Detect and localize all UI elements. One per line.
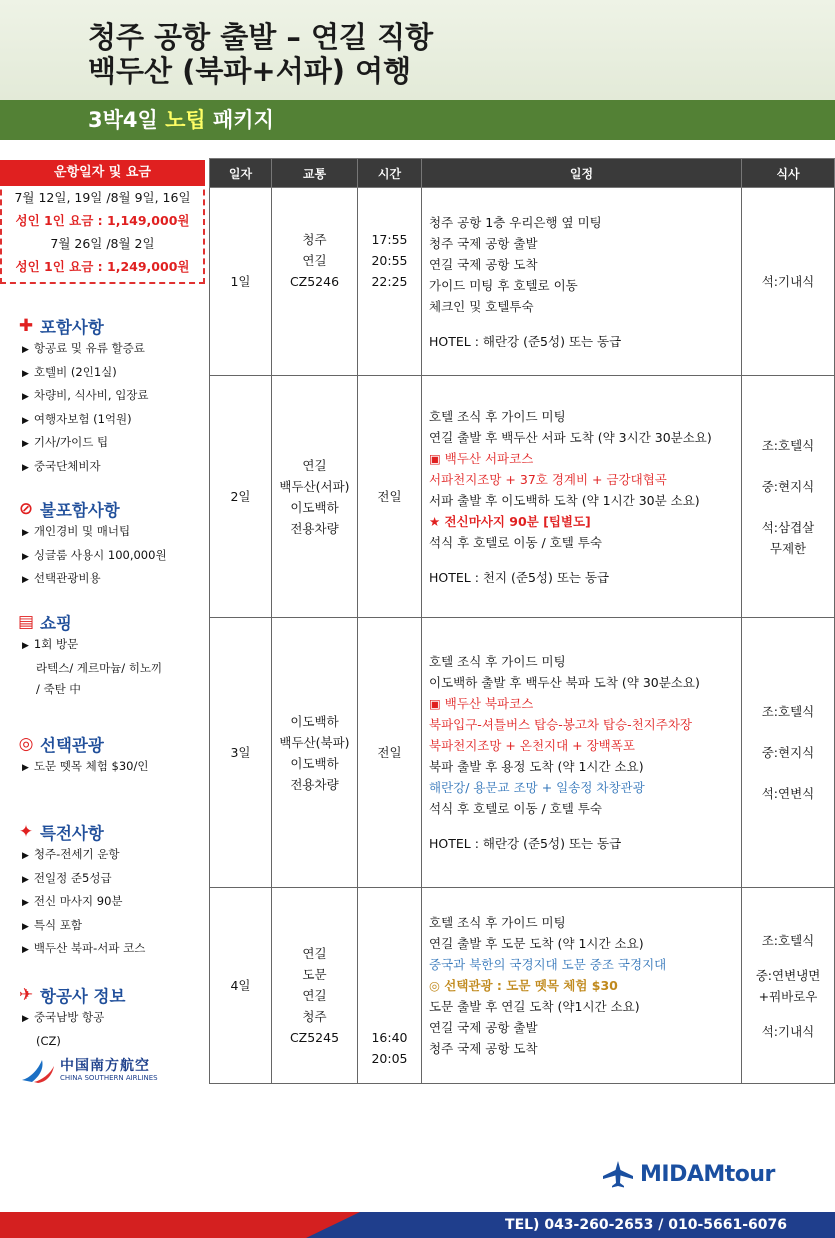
shop-icon: ▤ — [17, 612, 35, 632]
list-item: ▶ 기사/가이드 팁 — [22, 435, 109, 449]
airplane-icon — [602, 1160, 634, 1188]
day-cell: 4일 — [210, 888, 272, 1084]
airline-logo-cn: 中国南方航空 — [60, 1058, 150, 1074]
time-cell: 전일 — [358, 618, 422, 888]
title-line-2: 백두산 (북파+서파) 여행 — [88, 54, 412, 88]
transport-cell: 청주 연길 CZ5246 — [272, 188, 358, 376]
arrow-right-icon: ▶ — [22, 763, 29, 773]
list-item: ▶ 중국남방 항공 — [22, 1010, 105, 1024]
shopping-detail-1: 라텍스/ 게르마늄/ 히노끼 — [36, 660, 163, 675]
schedule-price-1: 성인 1인 요금 : 1,149,000원 — [15, 213, 190, 228]
arrow-right-icon: ▶ — [22, 439, 29, 449]
plan-cell: 호텔 조식 후 가이드 미팅 연길 출발 후 백두산 서파 도착 (약 3시간 30분소요) ▣ 백두산 서파코스 서파천지조망 + 37호 경계비 + 금강대협곡 서파 출발 후 이도백하 도착 (약 1시간 30분 소요) ★ 전신마사지 90분 [팁별도] 석식 후 호텔로 이동 / 호텔 투숙 HOTEL : 천지 (준5성) 또는 동급 — [422, 376, 742, 618]
airplane-icon: ✈ — [18, 985, 34, 1005]
optional-title: 선택관광 — [40, 736, 104, 755]
view-line: 해란강/ 용문교 조망 + 일송정 차창관광 — [429, 780, 645, 795]
special-benefits-section — [16, 820, 145, 962]
column-header-transport: 교통 — [272, 159, 358, 188]
subtitle-highlight: 노팁 — [165, 108, 206, 132]
time-cell: 17:55 20:55 22:25 — [358, 188, 422, 376]
column-header-meals: 식사 — [742, 159, 835, 188]
arrow-right-icon: ▶ — [22, 874, 29, 885]
column-header-time: 시간 — [358, 159, 422, 188]
schedule-price-box — [0, 160, 205, 284]
china-southern-logo — [20, 1058, 158, 1084]
footer-red-stripe — [0, 1212, 360, 1238]
arrow-right-icon: ▶ — [22, 898, 29, 908]
prohibited-icon: ⊘ — [18, 499, 34, 519]
list-item: ▶ 항공료 및 유류 할증료 — [22, 341, 145, 355]
arrow-right-icon: ▶ — [22, 345, 29, 355]
table-row — [210, 376, 835, 618]
schedule-dates-1: 7월 12일, 19일 /8월 9일, 16일 — [14, 190, 191, 205]
meals-cell: 석:기내식 — [742, 188, 835, 376]
arrow-right-icon: ▶ — [22, 392, 29, 402]
list-item: ▶ 선택관광비용 — [22, 571, 101, 585]
list-item: ▶ 개인경비 및 매너팁 — [22, 524, 131, 538]
table-row — [210, 188, 835, 376]
contact-phone: TEL) 043-260-2653 / 010-5661-6076 — [505, 1217, 787, 1233]
shopping-detail-2: / 죽탄 中 — [36, 682, 81, 696]
hotel-info: HOTEL : 해란강 (준5성) 또는 동급 — [429, 333, 622, 349]
hotel-info: HOTEL : 해란강 (준5성) 또는 동급 — [429, 836, 622, 851]
plus-circle-icon: ✚ — [18, 316, 34, 336]
subtitle-prefix: 3박4일 — [88, 108, 166, 132]
airline-code: (CZ) — [36, 1033, 61, 1048]
time-cell: 전일 — [358, 376, 422, 618]
optional-tour-line: ◎ 선택관광 : 도문 뗏목 체험 $30 — [429, 978, 618, 993]
arrow-right-icon: ▶ — [22, 415, 29, 426]
plan-cell: 호텔 조식 후 가이드 미팅 연길 출발 후 도문 도착 (약 1시간 소요) 중국과 북한의 국경지대 도문 중조 국경지대 ◎ 선택관광 : 도문 뗏목 체험 $30 도문 출발 후 연길 도착 (약1시간 소요) 연길 국제 공항 출발 청주 국제 공항 도착 — [422, 888, 742, 1084]
arrow-right-icon: ▶ — [22, 551, 29, 562]
list-item: ▶ 전신 마사지 90분 — [22, 894, 123, 908]
plan-cell: 호텔 조식 후 가이드 미팅 이도백하 출발 후 백두산 북파 도착 (약 30분소요) ▣ 백두산 북파코스 북파입구-셔틀버스 탑승-봉고차 탑승-천지주차장 북파천지조망 + 온천지대 + 장백폭포 북파 출발 후 용정 도착 (약 1시간 소요) 해란강/ 용문교 조망 + 일송정 차창관광 석식 후 호텔로 이동 / 호텔 투숙 HOTEL : 해란강 (준5성) 또는 동급 — [422, 618, 742, 888]
meals-cell: 조:호텔식 중:현지식 석:연변식 — [742, 618, 835, 888]
massage-note: ★ 전신마사지 90분 [팁별도] — [429, 513, 591, 529]
included-title: 포함사항 — [40, 318, 104, 337]
list-item: ▶ 호텔비 (2인1실) — [22, 364, 117, 379]
meals-cell: 조:호텔식 중:연변냉면 +꿔바로우 석:기내식 — [742, 888, 835, 1084]
transport-cell: 연길 도문 연길 청주 CZ5245 — [272, 888, 358, 1084]
sights-line: 북파입구-셔틀버스 탑승-봉고차 탑승-천지주차장 — [429, 717, 692, 732]
shopping-title: 쇼핑 — [40, 614, 72, 633]
table-row — [210, 618, 835, 888]
arrow-right-icon: ▶ — [22, 641, 29, 651]
target-icon: ◎ — [18, 734, 34, 754]
list-item: ▶ 특식 포함 — [22, 917, 83, 932]
border-line: 중국과 북한의 국경지대 도문 중조 국경지대 — [429, 957, 667, 972]
airline-logo-en: CHINA SOUTHERN AIRLINES — [60, 1074, 158, 1082]
arrow-right-icon: ▶ — [22, 575, 29, 585]
hotel-info: HOTEL : 천지 (준5성) 또는 동급 — [429, 569, 610, 585]
schedule-dates-2: 7월 26일 /8월 2일 — [50, 236, 155, 251]
shopping-section — [16, 610, 162, 701]
schedule-price-2: 성인 1인 요금 : 1,249,000원 — [15, 259, 190, 274]
excluded-title: 불포함사항 — [40, 501, 120, 520]
arrow-right-icon: ▶ — [22, 851, 29, 861]
list-item: ▶ 청주-전세기 운항 — [22, 847, 120, 861]
course-label: ▣ 백두산 서파코스 — [429, 450, 534, 466]
transport-cell: 연길 백두산(서파) 이도백하 전용차량 — [272, 376, 358, 618]
column-header-plan: 일정 — [422, 159, 742, 188]
package-subtitle — [88, 104, 274, 136]
list-item: ▶ 1회 방문 — [22, 637, 79, 651]
title-line-1: 청주 공항 출발 – 연길 직항 — [88, 20, 434, 54]
list-item: ▶ 차량비, 식사비, 입장료 — [22, 388, 149, 402]
list-item: ▶ 전일정 준5성급 — [22, 870, 112, 885]
optional-tour-section — [16, 732, 148, 780]
arrow-right-icon: ▶ — [22, 921, 29, 932]
list-item: ▶ 백두산 북파-서파 코스 — [22, 941, 146, 955]
airline-title: 항공사 정보 — [40, 987, 126, 1006]
day-cell: 3일 — [210, 618, 272, 888]
kapok-flower-icon — [20, 1058, 56, 1084]
sights-line: 서파천지조망 + 37호 경계비 + 금강대협곡 — [429, 471, 667, 487]
subtitle-suffix: 패키지 — [205, 108, 274, 132]
time-cell: 16:40 20:05 — [358, 888, 422, 1084]
itinerary-table — [209, 158, 835, 1084]
footer-bar — [0, 1212, 835, 1238]
day-cell: 1일 — [210, 188, 272, 376]
arrow-right-icon: ▶ — [22, 528, 29, 538]
sights-line: 북파천지조망 + 온천지대 + 장백폭포 — [429, 738, 635, 753]
table-header-row — [210, 159, 835, 188]
course-label: ▣ 백두산 북파코스 — [429, 696, 534, 711]
brand-name: MIDAMtour — [640, 1161, 775, 1187]
special-title: 특전사항 — [40, 824, 104, 843]
plan-cell: 청주 공항 1층 우리은행 옆 미팅 청주 국제 공항 출발 연길 국제 공항 도착 가이드 미팅 후 호텔로 이동 체크인 및 호텔투숙 HOTEL : 해란강 (준5성) 또는 동급 — [422, 188, 742, 376]
list-item: ▶ 도문 뗏목 체험 $30/인 — [22, 759, 149, 773]
included-section — [16, 314, 149, 479]
airline-info-section — [16, 983, 125, 1052]
list-item: ▶ 중국단체비자 — [22, 458, 101, 473]
arrow-right-icon: ▶ — [22, 1014, 29, 1024]
excluded-section — [16, 497, 167, 592]
schedule-title: 운항일자 및 요금 — [0, 160, 205, 186]
column-header-day: 일자 — [210, 159, 272, 188]
day-cell: 2일 — [210, 376, 272, 618]
transport-cell: 이도백하 백두산(북파) 이도백하 전용차량 — [272, 618, 358, 888]
list-item: ▶ 싱글룸 사용시 100,000원 — [22, 547, 167, 562]
table-row — [210, 888, 835, 1084]
pin-icon: ✦ — [18, 822, 34, 842]
arrow-right-icon: ▶ — [22, 945, 29, 955]
meals-cell: 조:호텔식 중:현지식 석:삼겹살 무제한 — [742, 376, 835, 618]
list-item: ▶ 여행자보험 (1억원) — [22, 411, 132, 426]
page-title — [88, 20, 433, 88]
arrow-right-icon: ▶ — [22, 368, 29, 379]
midam-logo — [602, 1160, 775, 1188]
arrow-right-icon: ▶ — [22, 462, 29, 473]
